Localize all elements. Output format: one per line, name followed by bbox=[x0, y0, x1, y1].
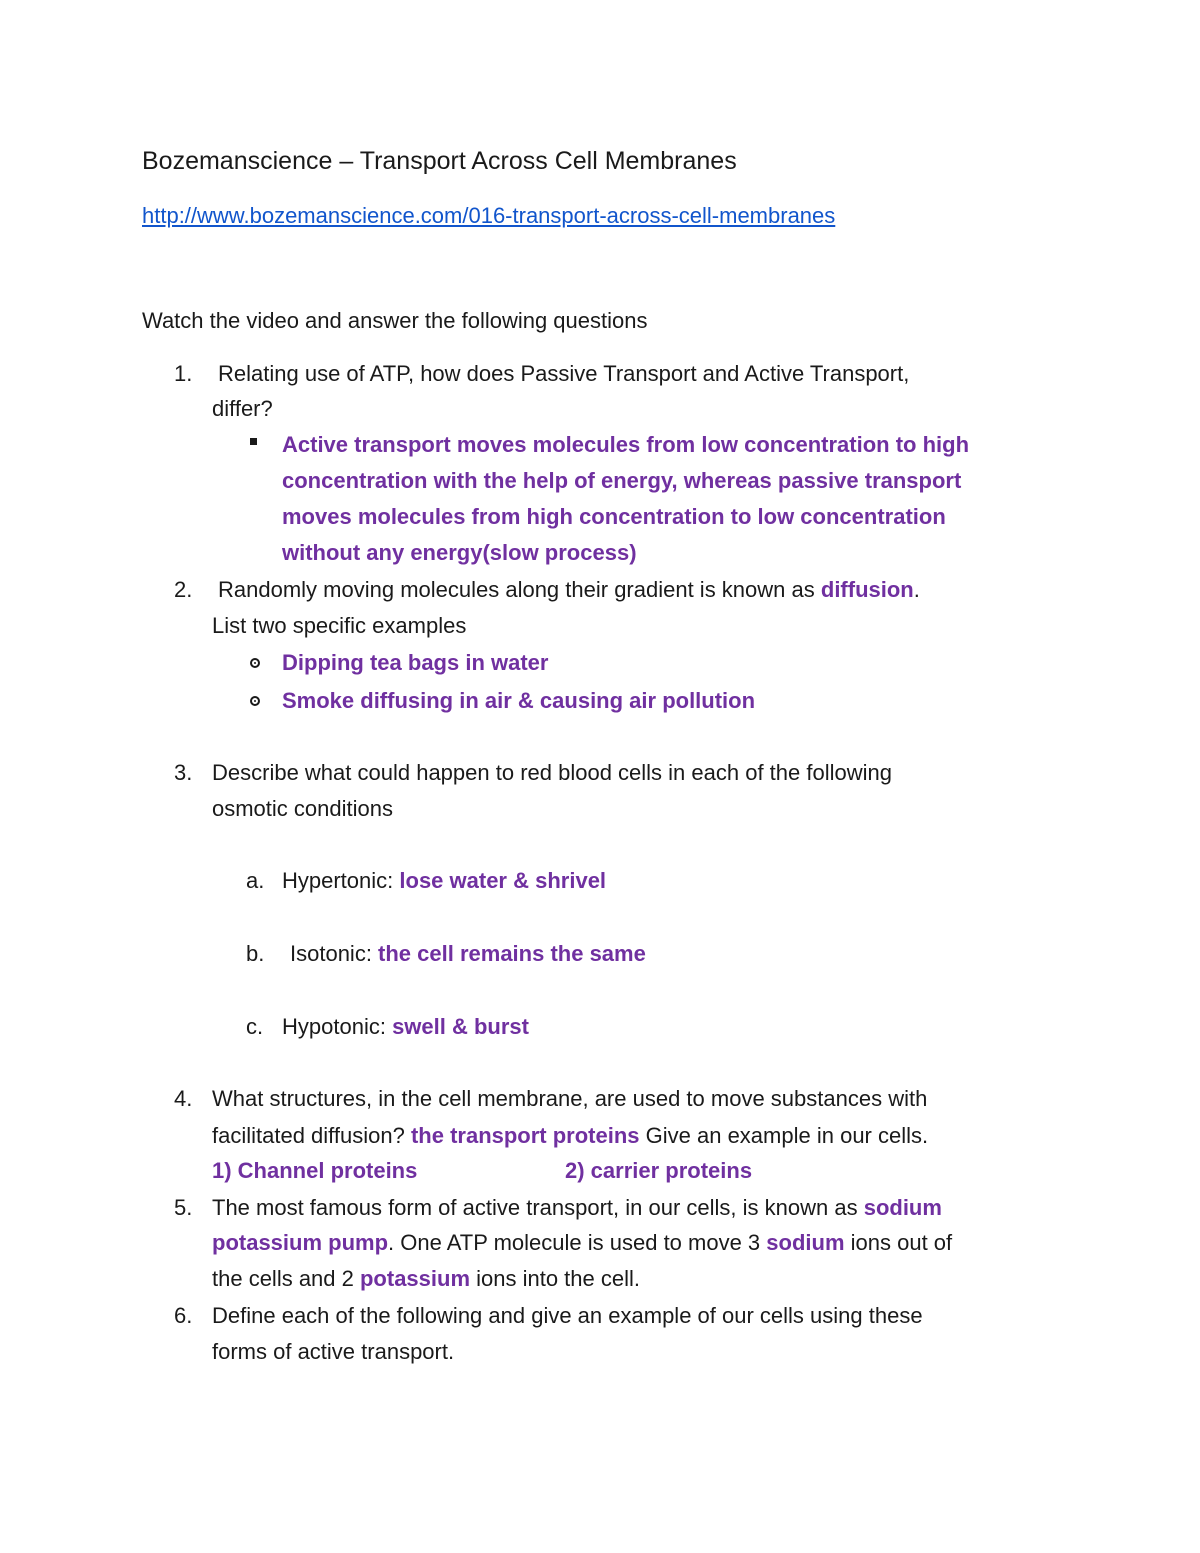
q4-answer-2: 2) carrier proteins bbox=[565, 1158, 753, 1183]
q2-number: 2. bbox=[174, 577, 193, 602]
q6-line2: forms of active transport. bbox=[212, 1339, 455, 1364]
q5-line1: The most famous form of active transport, in our cells, is known as sodium bbox=[212, 1195, 942, 1220]
circle-bullet-icon bbox=[250, 658, 260, 668]
video-link[interactable]: http://www.bozemanscience.com/016-transport-across-cell-membranes bbox=[142, 203, 836, 228]
q4-line1: What structures, in the cell membrane, are used to move substances with bbox=[212, 1086, 928, 1111]
document-title: Bozemanscience – Transport Across Cell Membranes bbox=[142, 147, 737, 175]
instructions: Watch the video and answer the following questions bbox=[142, 308, 648, 333]
q4-number: 4. bbox=[174, 1086, 193, 1111]
circle-bullet-icon bbox=[250, 696, 260, 706]
q1-answer-line: Active transport moves molecules from low concentration to high bbox=[282, 432, 970, 457]
q2-example: Smoke diffusing in air & causing air pollution bbox=[282, 688, 756, 713]
q2-inline-answer: diffusion bbox=[820, 577, 914, 602]
q3-number: 3. bbox=[174, 760, 193, 785]
q2-line1: Randomly moving molecules along their gradient is known as diffusion. bbox=[218, 577, 920, 602]
q5-number: 5. bbox=[174, 1195, 193, 1220]
q3a-item: Hypertonic: lose water & shrivel bbox=[282, 868, 607, 893]
q3-line1: Describe what could happen to red blood cells in each of the following bbox=[212, 760, 892, 785]
q1-answer-line: moves molecules from high concentration to low concentration bbox=[282, 504, 946, 529]
q1-answer-line: concentration with the help of energy, whereas passive transport bbox=[282, 468, 962, 493]
q1-answer-line: without any energy(slow process) bbox=[282, 540, 637, 565]
q3b-item: Isotonic: the cell remains the same bbox=[290, 941, 646, 966]
q3b-letter: b. bbox=[246, 941, 265, 966]
q3c-letter: c. bbox=[246, 1014, 264, 1039]
q1-line1: Relating use of ATP, how does Passive Transport and Active Transport, bbox=[218, 361, 910, 386]
q4-line2: facilitated diffusion? the transport proteins Give an example in our cells. bbox=[212, 1123, 929, 1148]
q3c-item: Hypotonic: swell & burst bbox=[282, 1014, 529, 1039]
q6-number: 6. bbox=[174, 1303, 193, 1328]
square-bullet-icon bbox=[250, 438, 257, 445]
q2-example: Dipping tea bags in water bbox=[282, 650, 549, 675]
q2-line2: List two specific examples bbox=[212, 613, 467, 638]
q3-line2: osmotic conditions bbox=[212, 796, 393, 821]
q5-line2: potassium pump. One ATP molecule is used to move 3 sodium ions out of bbox=[212, 1230, 953, 1255]
q1-number: 1. bbox=[174, 361, 193, 386]
q6-line1: Define each of the following and give an example of our cells using these bbox=[212, 1303, 923, 1328]
q4-answer-1: 1) Channel proteins bbox=[212, 1158, 418, 1183]
q3a-letter: a. bbox=[246, 868, 265, 893]
q5-line3: the cells and 2 potassium ions into the cell. bbox=[212, 1266, 640, 1291]
q1-line2: differ? bbox=[212, 396, 273, 421]
